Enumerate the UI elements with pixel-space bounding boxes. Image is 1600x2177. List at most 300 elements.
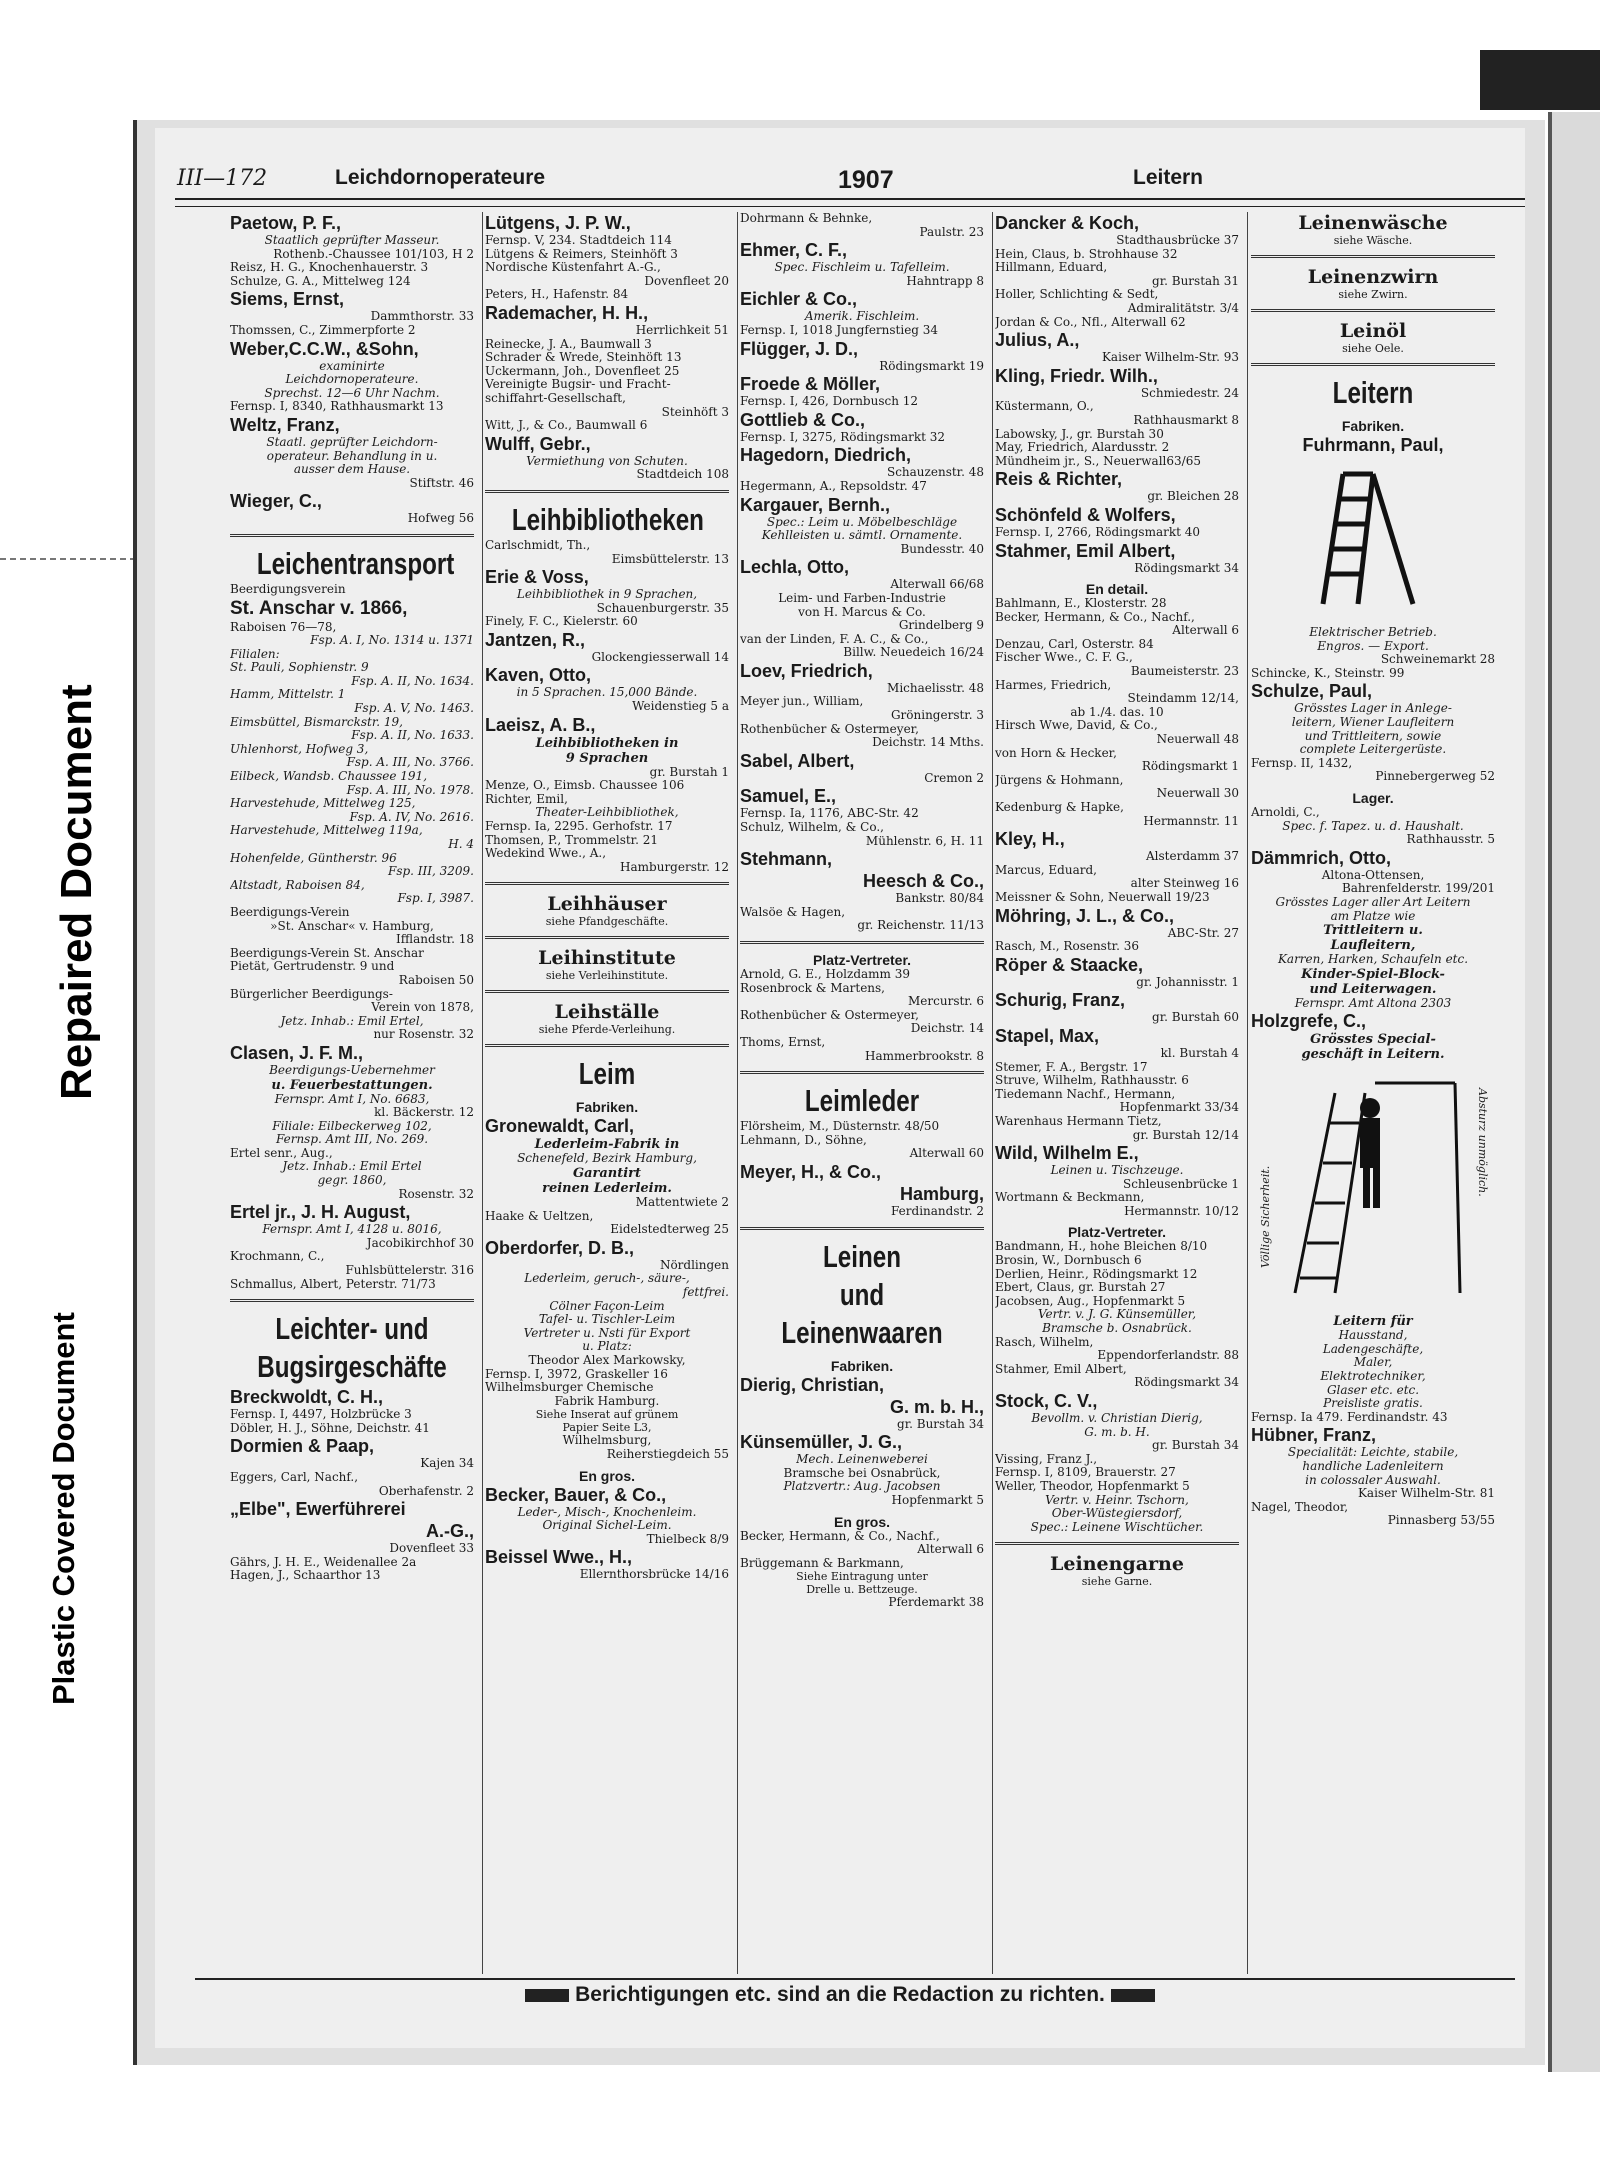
header-left: Leichdornoperateure <box>335 166 546 189</box>
entry-line: Labowsky, J., gr. Burstah 30 <box>995 426 1164 441</box>
entry-line: alter Steinweg 16 <box>1130 876 1239 891</box>
entry-line: Preisliste gratis. <box>1323 1396 1423 1411</box>
entry-line: Ober-Wüstegiersdorf, <box>1051 1506 1183 1521</box>
entry-line: Vermiethung von Schuten. <box>526 453 688 468</box>
entry-line: Oberhafenstr. 2 <box>378 1483 474 1498</box>
entry-name: Schulze, Paul, <box>1251 681 1373 702</box>
cross-reference-heading: Leinöl <box>1339 320 1407 342</box>
subsection-heading: Platz-Vertreter. <box>812 952 912 968</box>
entry-line: Holler, Schlichting & Sedt, <box>995 287 1159 302</box>
entry-line: Richter, Emil, <box>485 791 568 806</box>
entry-line: Carlschmidt, Th., <box>485 537 591 552</box>
section-heading: Leihbibliotheken <box>511 501 704 537</box>
cut-line <box>0 558 136 560</box>
entry-line: Thielbeck 8/9 <box>646 1531 729 1546</box>
entry-line: Billw. Neuedeich 16/24 <box>843 645 984 660</box>
illustration-caption-right: Absturz unmöglich. <box>1476 1088 1489 1198</box>
entry-line: von Horn & Hecker, <box>995 745 1117 760</box>
entry-line: Kaiser Wilhelm-Str. 93 <box>1101 350 1239 365</box>
entry-line: reinen Lederleim. <box>542 1181 672 1196</box>
entry-line: Wedekind Wwe., A., <box>485 846 607 861</box>
entry-line: von H. Marcus & Co. <box>798 604 926 619</box>
entry-line: Schincke, K., Steinstr. 99 <box>1251 665 1405 680</box>
entry-line: Hamm, Mittelstr. 1 <box>230 687 346 702</box>
entry-line: Leihbibliotheken in <box>535 735 679 751</box>
ladder-illustration <box>1313 464 1433 618</box>
entry-line: Neuerwall 30 <box>1156 786 1239 801</box>
cross-reference-heading: Leihhäuser <box>547 893 667 916</box>
entry-line: May, Friedrich, Alardusstr. 2 <box>995 440 1170 455</box>
entry-line: Jacobsen, Aug., Hopfenmarkt 5 <box>995 1293 1186 1308</box>
entry-name: Rademacher, H. H., <box>485 302 649 323</box>
entry-line: Becker, Hermann, & Co., Nachf., <box>995 609 1195 624</box>
entry-line: Michaelisstr. 48 <box>887 680 984 695</box>
entry-line: Amerik. Fischleim. <box>804 309 920 324</box>
entry-line: Witt, J., & Co., Baumwall 6 <box>485 418 648 433</box>
ladder-worker-illustration <box>1251 1068 1495 1308</box>
header-year: 1907 <box>838 166 894 194</box>
entry-line: Marcus, Eduard, <box>995 862 1097 877</box>
entry-name: Gottlieb & Co., <box>740 409 865 430</box>
entry-line: Schulze, G. A., Mittelweg 124 <box>230 273 411 288</box>
entry-line: Alterwall 66/68 <box>890 577 984 592</box>
column-divider <box>737 212 738 1974</box>
entry-name: Röper & Staacke, <box>995 954 1144 975</box>
side-labels <box>4 580 124 1705</box>
entry-line: ABC-Str. 27 <box>1167 925 1239 940</box>
entry-line: Verein von 1878, <box>371 1000 474 1015</box>
subsection-heading: Fabriken. <box>575 1099 639 1116</box>
entry-name: Möhring, J. L., & Co., <box>995 905 1174 926</box>
entry-line: Mattentwiete 2 <box>635 1195 729 1209</box>
column-1 <box>230 212 478 1974</box>
section-divider <box>1251 255 1495 258</box>
cross-reference-heading: Leinenwäsche <box>1298 212 1448 234</box>
entry-name: Samuel, E., <box>740 786 837 807</box>
plastic-label: Plastic Covered Document <box>46 1312 81 1705</box>
entry-line: Bürgerlicher Beerdigungs- <box>230 986 393 1001</box>
cross-reference-note: Siehe Inserat auf grünem <box>535 1408 679 1422</box>
entry-line: Derlien, Heinr., Rödingsmarkt 12 <box>995 1266 1198 1281</box>
entry-name: Sabel, Albert, <box>740 750 855 771</box>
entry-line: Fernsp. I, 426, Dornbusch 12 <box>740 394 919 409</box>
column-divider <box>992 212 993 1974</box>
entry-name: A.-G., <box>426 1521 474 1542</box>
entry-name: Künsemüller, J. G., <box>740 1432 903 1453</box>
entry-line: Bramsche b. Osnabrück. <box>1042 1321 1192 1336</box>
entry-line: Thomssen, C., Zimmerpforte 2 <box>230 322 416 337</box>
entry-line: Rosenstr. 32 <box>398 1186 474 1201</box>
entry-line: nur Rosenstr. 32 <box>373 1027 474 1042</box>
entry-line: Fernsp. I, 8340, Rathhausmarkt 13 <box>230 399 444 414</box>
entry-line: gr. Burstah 34 <box>897 1416 984 1431</box>
section-divider <box>485 936 729 939</box>
section-divider <box>1251 363 1495 366</box>
entry-line: Hopfenmarkt 5 <box>891 1492 984 1507</box>
entry-line: Hagen, J., Schaarthor 13 <box>230 1568 381 1583</box>
entry-line: Fsp. A. IV, No. 2616. <box>349 809 474 824</box>
entry-line: Hopfenmarkt 33/34 <box>1119 1100 1239 1115</box>
entry-line: gr. Bleichen 28 <box>1147 489 1239 504</box>
subsection-heading: En detail. <box>1085 581 1149 598</box>
entry-line: Hirsch Wwe, David, & Co., <box>995 718 1158 733</box>
entry-line: Vertr. v. J. G. Künsemüller, <box>1037 1307 1197 1322</box>
entry-name: Meyer, H., & Co., <box>740 1161 882 1182</box>
entry-line: Grösstes Special- <box>1310 1032 1436 1048</box>
entry-line: Becker, Hermann, & Co., Nachf., <box>740 1528 940 1543</box>
entry-line: Mech. Leinenweberei <box>796 1452 928 1467</box>
entry-line: Rothenbücher & Ostermeyer, <box>740 1007 919 1022</box>
entry-name: Stahmer, Emil Albert, <box>995 540 1176 561</box>
entry-line: Ertel senr., Aug., <box>230 1145 333 1160</box>
entry-line: Jürgens & Hohmann, <box>995 772 1124 787</box>
entry-name: Laeisz, A. B., <box>485 714 596 735</box>
entry-line: Ebert, Claus, gr. Burstah 27 <box>995 1280 1166 1295</box>
pointing-hand-icon <box>525 1989 569 2002</box>
entry-line: Meissner & Sohn, Neuerwall 19/23 <box>995 889 1210 904</box>
entry-line: Garantirt <box>572 1166 642 1181</box>
entry-name: Eichler & Co., <box>740 289 858 310</box>
repaired-label: Repaired Document <box>52 684 101 1100</box>
entry-line: Eimsbüttelerstr. 13 <box>611 551 729 566</box>
entry-name: Stapel, Max, <box>995 1025 1100 1046</box>
entry-line: Schmallus, Albert, Peterstr. 71/73 <box>230 1276 436 1291</box>
entry-line: Hausstand, <box>1338 1328 1408 1343</box>
entry-line: Mercurstr. 6 <box>908 994 984 1009</box>
column-divider <box>482 212 483 1974</box>
subsection-heading: Lager. <box>1352 789 1394 806</box>
header-rule-thin <box>175 206 1525 207</box>
entry-line: Eggers, Carl, Nachf., <box>230 1470 359 1484</box>
scan-corner <box>1480 50 1600 110</box>
entry-line: und Trittleitern, sowie <box>1304 728 1442 743</box>
entry-line: Rasch, M., Rosenstr. 36 <box>995 939 1139 954</box>
entry-line: Cölner Façon-Leim <box>549 1298 665 1313</box>
entry-line: in 5 Sprachen. 15,000 Bände. <box>516 685 698 700</box>
entry-line: Engros. — Export. <box>1317 638 1429 653</box>
entry-line: kl. Bäckerstr. 12 <box>374 1105 474 1120</box>
cross-reference-note: siehe Zwirn. <box>1338 288 1408 301</box>
entry-line: Ferdinandstr. 2 <box>891 1203 984 1218</box>
entry-line: Struve, Wilhelm, Rathhausstr. 6 <box>995 1073 1189 1088</box>
cross-reference-note: siehe Pferde-Verleihung. <box>538 1023 676 1037</box>
cross-reference-note: siehe Wäsche. <box>1333 234 1413 247</box>
entry-line: gr. Burstah 1 <box>649 764 729 779</box>
entry-line: Bahrenfelderstr. 199/201 <box>1341 881 1495 896</box>
entry-line: Kinder-Spiel-Block- <box>1301 966 1445 982</box>
entry-line: Kaiser Wilhelm-Str. 81 <box>1357 1486 1495 1501</box>
entry-name: Wulff, Gebr., <box>485 433 591 454</box>
entry-line: Lederleim-Fabrik in <box>534 1137 680 1153</box>
entry-line: Pinnebergerweg 52 <box>1375 769 1495 784</box>
entry-line: Pietät, Gertrudenstr. 9 und <box>230 959 395 974</box>
entry-line: Nördlingen <box>659 1257 729 1272</box>
entry-line: Spec. Fischleim u. Tafelleim. <box>774 260 950 275</box>
entry-line: Glaser etc. etc. <box>1326 1382 1420 1397</box>
entry-line: St. Pauli, Sophienstr. 9 <box>230 660 369 675</box>
entry-line: Stadtdeich 108 <box>636 467 729 482</box>
entry-line: Nordische Küstenfahrt A.-G., <box>485 260 661 275</box>
entry-name: Heesch & Co., <box>862 871 984 892</box>
cross-reference-note: Drelle u. Bettzeuge. <box>806 1583 918 1597</box>
pointing-hand-icon <box>1111 1989 1155 2002</box>
entry-line: Beerdigungsverein <box>230 581 346 596</box>
entry-line: Schleusenbrücke 1 <box>1122 1176 1239 1191</box>
entry-line: Hein, Claus, b. Strohhause 32 <box>995 246 1178 261</box>
entry-line: Nagel, Theodor, <box>1251 1499 1349 1514</box>
cross-reference-heading: Leinenzwirn <box>1307 266 1439 288</box>
entry-line: Vertreter u. Nsti für Export <box>523 1325 691 1340</box>
entry-line: Leihbibliothek in 9 Sprachen, <box>516 587 698 602</box>
entry-name: Dämmrich, Otto, <box>1251 847 1392 868</box>
entry-line: Spec.: Leim u. Möbelbeschläge <box>766 514 958 529</box>
entry-line: »St. Anschar« v. Hamburg, <box>270 918 434 933</box>
entry-line: Fernsp. I, 1018 Jungfernstieg 34 <box>740 322 939 337</box>
entry-name: Dancker & Koch, <box>995 213 1140 233</box>
entry-line: Dovenfleet 20 <box>644 273 729 288</box>
entry-line: Schauenburgerstr. 35 <box>596 600 729 615</box>
entry-line: Warenhaus Hermann Tietz, <box>995 1113 1162 1128</box>
entry-line: Fernsp. I, 3275, Rödingsmarkt 32 <box>740 429 946 444</box>
entry-line: Ifflandstr. 18 <box>396 932 474 947</box>
entry-line: Neuerwall 48 <box>1156 732 1239 747</box>
entry-line: Staatl. geprüfter Leichdorn- <box>266 434 438 449</box>
cross-reference-note: Siehe Eintragung unter <box>796 1570 928 1584</box>
entry-line: Brüggemann & Barkmann, <box>740 1555 904 1570</box>
entry-line: Raboisen 50 <box>398 972 474 987</box>
entry-line: Wortmann & Beckmann, <box>995 1190 1145 1205</box>
entry-name: Kaven, Otto, <box>485 665 592 686</box>
document-page <box>155 128 1525 2048</box>
entry-line: Filiale: Eilbeckerweg 102, <box>272 1118 432 1133</box>
cross-reference-heading: Leihinstitute <box>538 947 676 970</box>
section-divider <box>485 490 729 493</box>
entry-line: Ladengeschäfte, <box>1322 1341 1424 1356</box>
column-5 <box>1251 212 1499 1974</box>
section-divider <box>740 1071 984 1074</box>
entry-line: Spec. f. Tapez. u. d. Haushalt. <box>1282 818 1464 833</box>
entry-line: Eilbeck, Wandsb. Chaussee 191, <box>230 769 428 784</box>
entry-line: Fsp. III, 3209. <box>388 864 474 879</box>
section-divider <box>740 941 984 944</box>
entry-line: Harvestehude, Mittelweg 125, <box>230 796 416 811</box>
entry-line: Bundesstr. 40 <box>900 541 984 556</box>
top-margin <box>0 0 1600 52</box>
next-page-edge <box>1548 112 1600 2072</box>
entry-line: am Platze wie <box>1330 908 1416 923</box>
entry-line: Hohenfelde, Güntherstr. 96 <box>230 850 397 865</box>
entry-line: u. Feuerbestattungen. <box>271 1077 433 1093</box>
entry-line: Jordan & Co., Nfl., Alterwall 62 <box>995 314 1186 329</box>
column-4 <box>995 212 1243 1974</box>
entry-line: Karren, Harken, Schaufeln etc. <box>1277 952 1469 967</box>
section-heading: Leinen <box>823 1238 901 1274</box>
entry-line: Fabrik Hamburg. <box>554 1393 660 1408</box>
entry-line: Bankstr. 80/84 <box>895 891 984 906</box>
entry-line: Hofweg 56 <box>407 511 474 526</box>
entry-line: Küstermann, O., <box>995 399 1094 414</box>
entry-line: Finely, F. C., Kielerstr. 60 <box>485 614 638 629</box>
entry-name: Lechla, Otto, <box>740 557 850 578</box>
entry-line: Alterwall 6 <box>917 1542 984 1557</box>
entry-line: Mühlenstr. 6, H. 11 <box>865 833 984 848</box>
entry-line: ausser dem Hause. <box>293 462 411 477</box>
entry-name: Hagedorn, Diedrich, <box>740 445 912 466</box>
section-divider <box>485 882 729 885</box>
column-divider <box>1247 212 1248 1974</box>
entry-name: Stehmann, <box>740 849 833 870</box>
entry-line: Pinnasberg 53/55 <box>1387 1513 1495 1528</box>
entry-line: Hermannstr. 11 <box>1143 813 1239 828</box>
entry-name: Oberdorfer, D. B., <box>485 1237 635 1258</box>
entry-line: leitern, Wiener Laufleitern <box>1291 714 1455 729</box>
entry-line: Brosin, W., Dornbusch 6 <box>995 1253 1142 1268</box>
entry-name: Kley, H., <box>995 829 1065 850</box>
entry-name: Loev, Friedrich, <box>740 660 873 681</box>
entry-name: Becker, Bauer, & Co., <box>485 1484 667 1505</box>
section-divider <box>1251 309 1495 312</box>
entry-line: ab 1./4. das. 10 <box>1070 704 1164 719</box>
entry-line: Hegermann, A., Repsoldstr. 47 <box>740 478 927 493</box>
entry-line: 9 Sprachen <box>565 750 649 766</box>
entry-line: Hillmann, Eduard, <box>995 260 1108 275</box>
entry-line: Bramsche bei Osnabrück, <box>783 1465 941 1480</box>
entry-line: Kedenburg & Hapke, <box>995 800 1124 814</box>
entry-line: Eidelstedterweg 25 <box>610 1222 729 1237</box>
entry-line: Lederleim, geruch-, säure-, <box>524 1271 690 1286</box>
entry-line: Hamburgerstr. 12 <box>620 859 729 874</box>
entry-line: Fernsp. I, 8109, Brauerstr. 27 <box>995 1465 1176 1480</box>
entry-line: Meyer jun., William, <box>740 694 864 709</box>
entry-line: Leinen u. Tischzeuge. <box>1050 1163 1184 1178</box>
entry-line: Hermannstr. 10/12 <box>1124 1203 1239 1218</box>
entry-line: Fsp. A. III, No. 1978. <box>346 782 474 797</box>
entry-line: Rothenbücher & Ostermeyer, <box>740 721 919 736</box>
entry-line: Ellernthorsbrücke 14/16 <box>579 1567 729 1582</box>
entry-line: Vereinigte Bugsir- und Fracht- <box>485 377 671 392</box>
entry-line: H. 4 <box>448 837 474 851</box>
entry-line: gr. Burstah 31 <box>1152 273 1239 288</box>
entry-line: Stahmer, Emil Albert, <box>995 1361 1127 1376</box>
entry-line: Thomsen, P., Trommelstr. 21 <box>485 832 658 847</box>
entry-line: Alterwall 60 <box>909 1146 984 1161</box>
header-rule <box>175 198 1525 200</box>
entry-name: Fuhrmann, Paul, <box>1302 435 1444 455</box>
entry-name: Ertel jr., J. H. August, <box>230 1202 411 1223</box>
entry-line: Jacobikirchhof 30 <box>366 1235 474 1250</box>
entry-line: Theater-Leihbibliothek, <box>535 805 679 820</box>
entry-line: Fernspr. Amt I, No. 6683, <box>274 1091 430 1106</box>
entry-line: geschäft in Leitern. <box>1301 1047 1445 1063</box>
entry-line: Dovenfleet 33 <box>389 1541 474 1556</box>
entry-line: Tafel- u. Tischler-Leim <box>538 1312 676 1327</box>
entry-line: Fernsp. V, 234. Stadtdeich 114 <box>485 233 672 247</box>
entry-line: gr. Reichenstr. 11/13 <box>857 918 984 933</box>
entry-line: Denzau, Carl, Osterstr. 84 <box>995 636 1154 651</box>
entry-line: Reiherstiegdeich 55 <box>606 1446 729 1461</box>
entry-line: Altona-Ottensen, <box>1321 867 1425 882</box>
entry-line: Rosenbrock & Martens, <box>740 980 885 995</box>
entry-line: Laufleitern, <box>1330 938 1416 954</box>
entry-line: Grindelberg 9 <box>898 618 984 633</box>
entry-name: Froede & Möller, <box>740 374 881 395</box>
footer-rule <box>195 1978 1515 1980</box>
entry-name: Weber,C.C.W., &Sohn, <box>230 338 419 359</box>
entry-line: fettfrei. <box>682 1284 729 1299</box>
section-divider <box>485 1044 729 1047</box>
entry-line: Grösstes Lager in Anlege- <box>1294 701 1452 716</box>
entry-line: examinirte <box>319 358 385 373</box>
entry-line: Fsp. A. II, No. 1633. <box>351 728 474 743</box>
entry-line: Specialität: Leichte, stabile, <box>1287 1445 1459 1460</box>
entry-line: Fsp. A. III, No. 3766. <box>346 755 474 770</box>
entry-name: Holzgrefe, C., <box>1251 1011 1367 1032</box>
entry-name: Wild, Wilhelm E., <box>995 1143 1139 1164</box>
entry-line: Rathhausstr. 5 <box>1406 832 1495 847</box>
column-2 <box>485 212 733 1974</box>
entry-line: Alterwall 6 <box>1172 623 1239 638</box>
entry-line: Rasch, Wilhelm, <box>995 1334 1094 1349</box>
entry-line: Eimsbüttel, Bismarckstr. 19, <box>230 714 403 729</box>
entry-line: Leichdornoperateure. <box>285 372 419 387</box>
entry-line: Schweinemarkt 28 <box>1380 652 1495 667</box>
entry-name: Flügger, J. D., <box>740 338 859 359</box>
section-heading: Bugsirgeschäfte <box>257 1349 447 1385</box>
entry-line: Rödingsmarkt 1 <box>1141 759 1239 774</box>
section-heading: Leichentransport <box>256 545 455 581</box>
footer-note <box>155 1983 1525 2007</box>
section-divider <box>230 534 474 537</box>
entry-line: u. Platz: <box>582 1339 632 1354</box>
section-heading: Leimleder <box>804 1083 920 1119</box>
entry-line: G. m. b. H. <box>1084 1424 1150 1439</box>
entry-line: Weidenstieg 5 a <box>632 699 729 714</box>
entry-line: Wilhelmsburg, <box>562 1433 652 1448</box>
entry-line: Kajen 34 <box>420 1456 474 1471</box>
entry-name: Schurig, Franz, <box>995 990 1126 1011</box>
entry-name: Breckwoldt, C. H., <box>230 1387 384 1408</box>
entry-line: Schauzenstr. 48 <box>886 465 984 480</box>
entry-name: Schönfeld & Wolfers, <box>995 504 1176 525</box>
entry-line: gr. Burstah 34 <box>1152 1438 1239 1453</box>
entry-line: Wilhelmsburger Chemische <box>485 1380 654 1395</box>
entry-line: Gröningerstr. 3 <box>890 708 984 723</box>
entry-line: Rödingsmarkt 34 <box>1134 560 1239 575</box>
subsection-heading: Fabriken. <box>1341 418 1405 434</box>
entry-line: Deichstr. 14 <box>910 1021 984 1036</box>
section-divider <box>485 990 729 993</box>
entry-line: Stadthausbrücke 37 <box>1116 233 1239 247</box>
entry-line: Fernsp. I, 2766, Rödingsmarkt 40 <box>995 524 1201 539</box>
entry-line: Hahntrapp 8 <box>906 273 984 288</box>
entry-name: Ehmer, C. F., <box>740 240 848 261</box>
entry-line: Paulstr. 23 <box>919 224 984 239</box>
section-divider <box>230 1299 474 1302</box>
column-3 <box>740 212 988 1974</box>
entry-line: Kehlleisten u. sämtl. Ornamente. <box>761 528 963 543</box>
entry-line: Trittleitern u. <box>1323 923 1423 939</box>
entry-name: Gronewaldt, Carl, <box>485 1116 635 1137</box>
entry-line: Menze, O., Eimsb. Chaussee 106 <box>485 778 685 793</box>
entry-line: Fuhlsbüttelerstr. 316 <box>345 1263 474 1278</box>
entry-line: Bevollm. v. Christian Dierig, <box>1031 1411 1203 1425</box>
entry-name: Stock, C. V., <box>995 1391 1098 1411</box>
entry-name: Weltz, Franz, <box>230 414 340 435</box>
entry-line: Fernsp. II, 1432, <box>1251 755 1353 770</box>
entry-line: und Leiterwagen. <box>1309 981 1437 997</box>
entry-line: Fsp. I, 3987. <box>397 891 474 906</box>
entry-line: Beerdigungs-Verein St. Anschar <box>230 945 424 960</box>
